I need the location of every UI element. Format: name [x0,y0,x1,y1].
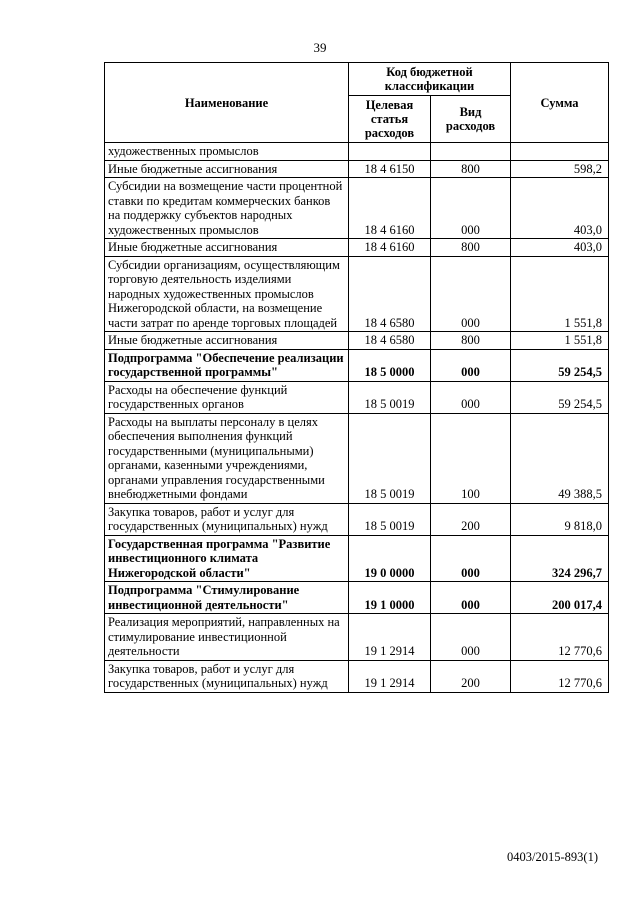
header-name: Наименование [105,63,349,143]
table-row [105,239,609,257]
row-target-code: 18 5 0019 [349,413,431,503]
row-name: Подпрограмма "Стимулирование инвестиционной деятельности" [105,582,349,614]
row-target-code: 18 4 6150 [349,160,431,178]
row-sum: 598,2 [511,160,609,178]
row-expense-type [431,143,511,161]
row-name: Иные бюджетные ассигнования [105,332,349,350]
table-row [105,256,609,332]
row-name: Расходы на выплаты персоналу в целях обеспечения выполнения функций государственными (муниципальными) органами, казенными учреждениями, органами управления государственными внебюджетными фондами [105,413,349,503]
row-expense-type: 800 [431,160,511,178]
header-code-group: Код бюджетной классификации [349,63,511,96]
row-target-code: 18 5 0000 [349,349,431,381]
row-sum: 49 388,5 [511,413,609,503]
row-name: Закупка товаров, работ и услуг для государственных (муниципальных) нужд [105,503,349,535]
table-row [105,332,609,350]
header-type: Вид расходов [431,96,511,143]
row-target-code: 18 4 6160 [349,239,431,257]
table-row [105,582,609,614]
row-target-code [349,143,431,161]
row-sum: 12 770,6 [511,660,609,692]
document-code: 0403/2015-893(1) [507,850,598,864]
row-sum: 403,0 [511,239,609,257]
row-name: Закупка товаров, работ и услуг для государственных (муниципальных) нужд [105,660,349,692]
page-number: 39 [313,40,327,55]
row-expense-type: 200 [431,503,511,535]
header-target: Целевая статья расходов [349,96,431,143]
row-expense-type: 000 [431,535,511,582]
row-sum: 59 254,5 [511,349,609,381]
row-sum: 324 296,7 [511,535,609,582]
header-sum: Сумма [511,63,609,143]
row-expense-type: 200 [431,660,511,692]
table-body [105,143,609,693]
row-expense-type: 000 [431,582,511,614]
row-target-code: 19 1 2914 [349,614,431,661]
row-sum [511,143,609,161]
row-name: Государственная программа "Развитие инвестиционного климата Нижегородской области" [105,535,349,582]
row-sum: 59 254,5 [511,381,609,413]
row-name: Реализация мероприятий, направленных на стимулирование инвестиционной деятельности [105,614,349,661]
row-name: Иные бюджетные ассигнования [105,239,349,257]
row-expense-type: 800 [431,239,511,257]
row-target-code: 18 4 6580 [349,256,431,332]
table-row [105,381,609,413]
row-target-code: 18 4 6580 [349,332,431,350]
row-name: Субсидии на возмещение части процентной ставки по кредитам коммерческих банков на поддержку субъектов народных художественных промыслов [105,178,349,239]
row-name: Субсидии организациям, осуществляющим торговую деятельность изделиями народных художественных промыслов Нижегородской области, на возмещение части затрат по аренде торговых площадей [105,256,349,332]
row-expense-type: 000 [431,614,511,661]
row-sum: 1 551,8 [511,256,609,332]
row-target-code: 18 5 0019 [349,381,431,413]
budget-table [104,62,609,693]
row-expense-type: 000 [431,349,511,381]
row-sum: 9 818,0 [511,503,609,535]
table-row [105,349,609,381]
row-name: Расходы на обеспечение функций государственных органов [105,381,349,413]
table-row [105,614,609,661]
row-expense-type: 100 [431,413,511,503]
table-row [105,413,609,503]
table-row [105,160,609,178]
table-row [105,503,609,535]
table-row [105,143,609,161]
row-name: художественных промыслов [105,143,349,161]
table-header [105,63,609,143]
row-target-code: 19 1 0000 [349,582,431,614]
row-sum: 12 770,6 [511,614,609,661]
row-sum: 1 551,8 [511,332,609,350]
row-expense-type: 000 [431,256,511,332]
table-row [105,178,609,239]
table-row [105,535,609,582]
row-expense-type: 000 [431,178,511,239]
row-target-code: 19 0 0000 [349,535,431,582]
table-row [105,660,609,692]
row-target-code: 18 4 6160 [349,178,431,239]
row-sum: 200 017,4 [511,582,609,614]
row-target-code: 18 5 0019 [349,503,431,535]
row-expense-type: 800 [431,332,511,350]
row-name: Подпрограмма "Обеспечение реализации государственной программы" [105,349,349,381]
row-target-code: 19 1 2914 [349,660,431,692]
row-expense-type: 000 [431,381,511,413]
row-name: Иные бюджетные ассигнования [105,160,349,178]
row-sum: 403,0 [511,178,609,239]
